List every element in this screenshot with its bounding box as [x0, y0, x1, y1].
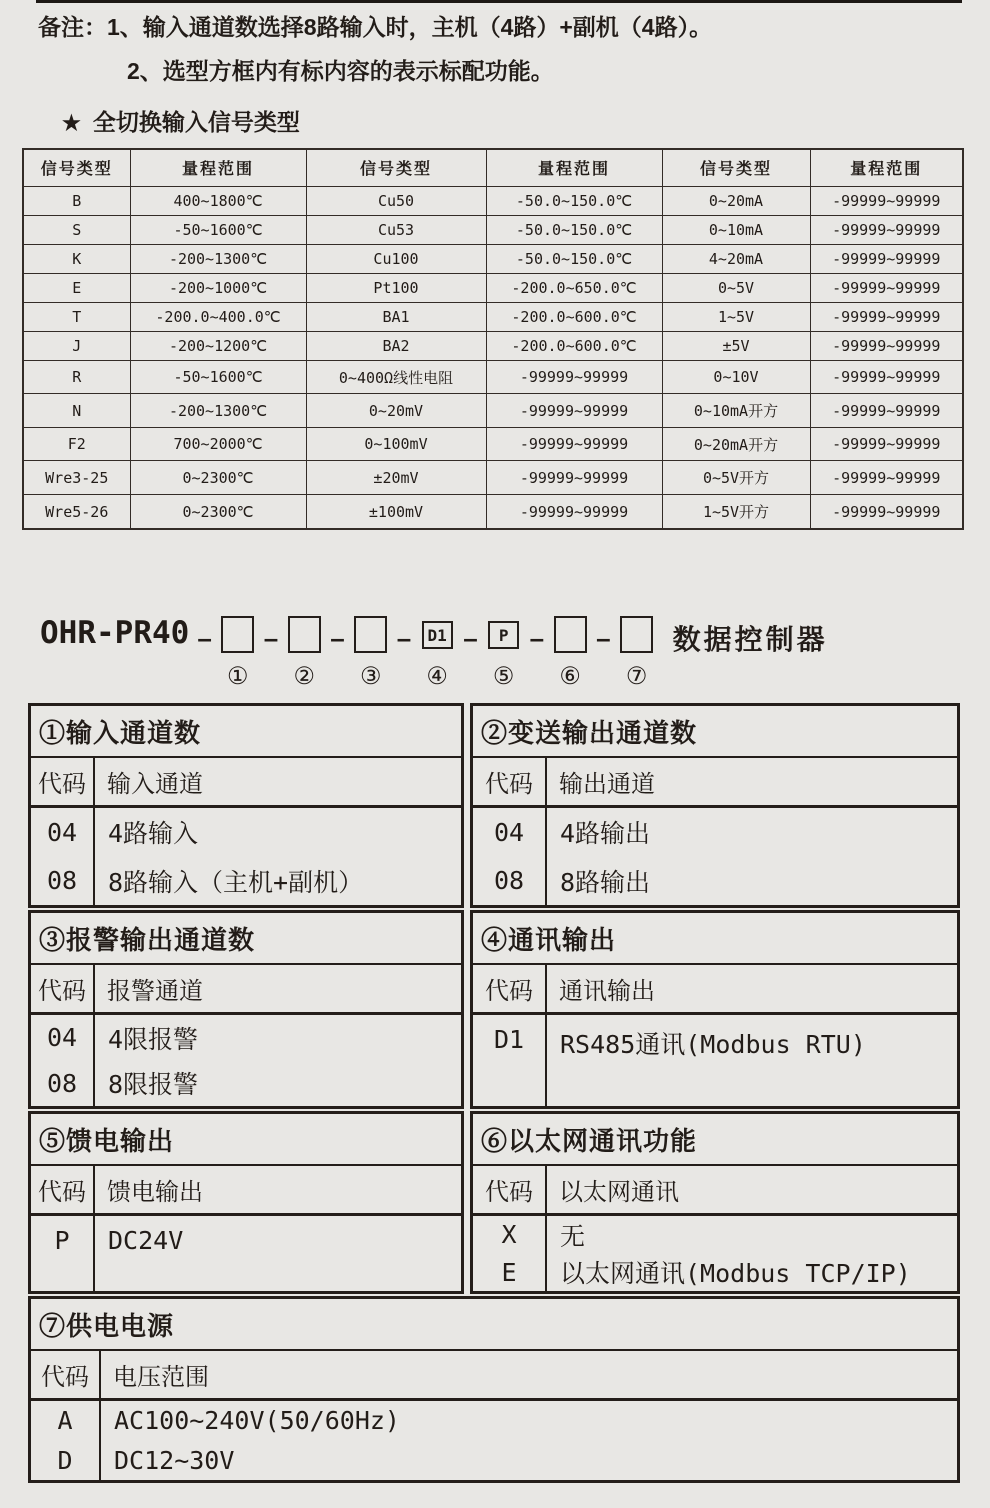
- cell: -200.0~400.0℃: [130, 302, 306, 331]
- cell: -99999~99999: [810, 360, 963, 394]
- selection-table-1-input-channels: [28, 703, 464, 908]
- table-row: [31, 1015, 461, 1061]
- table-row: [473, 1254, 957, 1292]
- model-slot-1: [220, 610, 256, 691]
- circled-digit-6: ⑥: [559, 663, 581, 690]
- model-slot-7: [619, 610, 655, 691]
- signal-section-heading: [62, 104, 300, 137]
- cell: -99999~99999: [810, 427, 963, 461]
- code-cell: 04: [31, 1015, 95, 1061]
- cell: E: [23, 273, 130, 302]
- header-row: [31, 758, 461, 808]
- circled-digit-5: ⑤: [492, 663, 515, 690]
- table-row: [473, 808, 957, 857]
- col-header: 信号类型: [662, 149, 810, 186]
- table-row: [473, 857, 957, 906]
- table-pair-3-4: [28, 910, 960, 1109]
- code-cell: E: [473, 1254, 547, 1292]
- table-pair-5-6: [28, 1111, 960, 1294]
- circled-digit-1: ①: [227, 663, 249, 690]
- header-row: [31, 965, 461, 1015]
- model-box-4: D1: [422, 621, 453, 649]
- cell: -200~1000℃: [130, 273, 306, 302]
- desc-cell: RS485通讯(Modbus RTU): [560, 1030, 866, 1059]
- signal-type-table: [22, 148, 964, 530]
- cell: -50.0~150.0℃: [486, 244, 662, 273]
- cell: -99999~99999: [810, 394, 963, 428]
- selection-table-2-transmit-outputs: [470, 703, 960, 908]
- code-header: 代码: [31, 1166, 95, 1213]
- cell: Cu50: [306, 186, 486, 215]
- cell: ±20mV: [306, 461, 486, 495]
- cell: 700~2000℃: [130, 427, 306, 461]
- code-cell: 04: [473, 808, 547, 857]
- top-divider: [36, 0, 962, 3]
- desc-header: 输出通道: [559, 771, 655, 798]
- cell: -200~1300℃: [130, 394, 306, 428]
- section-title: ③报警输出通道数: [31, 913, 461, 965]
- header-row: [473, 1166, 957, 1216]
- cell: -99999~99999: [486, 427, 662, 461]
- col-header: 量程范围: [486, 149, 662, 186]
- section-title: ⑤馈电输出: [31, 1114, 461, 1166]
- model-slot-5: [486, 610, 522, 691]
- cell: Wre5-26: [23, 495, 130, 529]
- dash: –: [529, 623, 545, 653]
- cell: ±5V: [662, 331, 810, 360]
- desc-cell: 无: [560, 1221, 586, 1251]
- desc-header: 电压范围: [113, 1364, 209, 1391]
- cell: 0~10V: [662, 360, 810, 394]
- header-row: [31, 1351, 957, 1401]
- desc-cell: DC12~30V: [114, 1445, 235, 1475]
- cell: -99999~99999: [810, 273, 963, 302]
- cell: BA2: [306, 331, 486, 360]
- product-name: 数据控制器: [672, 624, 828, 655]
- section-title: ⑦供电电源: [31, 1299, 957, 1351]
- cell: -99999~99999: [486, 360, 662, 394]
- col-header: 量程范围: [810, 149, 963, 186]
- cell: 1~5V开方: [662, 495, 810, 529]
- cell: -99999~99999: [810, 302, 963, 331]
- desc-cell: 4路输出: [560, 819, 651, 849]
- model-slot-6: [552, 610, 588, 691]
- cell: 0~20mA开方: [662, 427, 810, 461]
- code-header: 代码: [31, 1351, 101, 1398]
- remark-text: 2、选型方框内有标内容的表示标配功能。: [127, 58, 554, 84]
- table-body: [31, 1015, 461, 1106]
- code-cell: 04: [31, 808, 95, 857]
- cell: -50~1600℃: [130, 215, 306, 244]
- cell: -200.0~650.0℃: [486, 273, 662, 302]
- cell: 0~100mV: [306, 427, 486, 461]
- table-row-7: [28, 1296, 960, 1483]
- code-cell: D: [31, 1441, 101, 1481]
- table-row: [23, 495, 963, 529]
- cell: -99999~99999: [486, 461, 662, 495]
- table-row: [31, 1061, 461, 1107]
- desc-cell: 4路输入: [108, 819, 199, 849]
- table-body: [31, 1401, 957, 1480]
- remark-line: [127, 56, 712, 86]
- model-slot-3: [353, 610, 389, 691]
- cell: 0~20mA: [662, 186, 810, 215]
- dash: –: [263, 623, 279, 653]
- table-row: [23, 302, 963, 331]
- code-header: 代码: [473, 758, 547, 805]
- cell: -50.0~150.0℃: [486, 186, 662, 215]
- table-pair-1-2: [28, 703, 960, 908]
- model-prefix: OHR-PR40: [40, 615, 190, 651]
- model-slot-4: [419, 610, 455, 691]
- dash: –: [330, 623, 345, 653]
- model-box-6: [554, 616, 587, 653]
- cell: ±100mV: [306, 495, 486, 529]
- cell: 0~400Ω线性电阻: [306, 360, 486, 394]
- table-row: [23, 461, 963, 495]
- remark-text: 1、输入通道数选择8路输入时，主机（4路）+副机（4路）。: [107, 14, 713, 40]
- cell: 1~5V: [662, 302, 810, 331]
- code-cell: X: [473, 1216, 547, 1254]
- selection-table-3-alarm-outputs: [28, 910, 464, 1109]
- table-row: [31, 808, 461, 857]
- dash: –: [396, 623, 412, 653]
- col-header: 信号类型: [306, 149, 486, 186]
- cell: 0~5V开方: [662, 461, 810, 495]
- dash: –: [463, 623, 478, 653]
- cell: -99999~99999: [810, 461, 963, 495]
- code-cell: 08: [31, 1061, 95, 1107]
- cell: B: [23, 186, 130, 215]
- model-box-7: [620, 616, 653, 653]
- cell: T: [23, 302, 130, 331]
- model-box-5: P: [488, 621, 519, 649]
- table-body: [31, 1216, 461, 1291]
- remark-line: [38, 12, 712, 42]
- model-code-diagram: [40, 610, 828, 691]
- cell: J: [23, 331, 130, 360]
- cell: N: [23, 394, 130, 428]
- header-row: [473, 758, 957, 808]
- table-row: [23, 244, 963, 273]
- selection-table-6-ethernet: [470, 1111, 960, 1294]
- selection-table-7-power-supply: [28, 1296, 960, 1483]
- cell: BA1: [306, 302, 486, 331]
- desc-cell: 8路输入（主机+副机）: [108, 867, 364, 897]
- remarks-block: [38, 12, 712, 86]
- cell: -99999~99999: [810, 331, 963, 360]
- dash: –: [596, 623, 611, 653]
- cell: -99999~99999: [810, 495, 963, 529]
- star-icon: ★: [62, 112, 81, 135]
- section-title: ④通讯输出: [473, 913, 957, 965]
- cell: K: [23, 244, 130, 273]
- cell: -99999~99999: [810, 244, 963, 273]
- desc-header: 馈电输出: [107, 1179, 203, 1206]
- table-row: [473, 1216, 957, 1254]
- cell: Cu53: [306, 215, 486, 244]
- table-row: [473, 1015, 957, 1106]
- code-cell: 08: [473, 857, 547, 906]
- header-row: [473, 965, 957, 1015]
- code-cell: A: [31, 1401, 101, 1441]
- cell: 0~5V: [662, 273, 810, 302]
- table-row: [23, 273, 963, 302]
- cell: -99999~99999: [810, 215, 963, 244]
- table-row: [31, 1216, 461, 1291]
- desc-cell: DC24V: [108, 1226, 184, 1255]
- cell: 0~10mA: [662, 215, 810, 244]
- cell: Pt100: [306, 273, 486, 302]
- cell: -200~1200℃: [130, 331, 306, 360]
- cell: -50~1600℃: [130, 360, 306, 394]
- cell: -99999~99999: [486, 394, 662, 428]
- selection-table-4-communication: [470, 910, 960, 1109]
- circled-digit-2: ②: [293, 663, 315, 690]
- cell: 400~1800℃: [130, 186, 306, 215]
- table-row: [23, 186, 963, 215]
- model-box-3: [354, 616, 387, 653]
- circled-digit-3: ③: [359, 663, 382, 690]
- desc-header: 以太网通讯: [559, 1179, 679, 1206]
- table-row: [31, 1401, 957, 1441]
- table-body: [31, 808, 461, 905]
- col-header: 量程范围: [130, 149, 306, 186]
- section-title: ②变送输出通道数: [473, 706, 957, 758]
- cell: -200~1300℃: [130, 244, 306, 273]
- table-row: [31, 1441, 957, 1481]
- col-header: 信号类型: [23, 149, 130, 186]
- code-cell: 08: [31, 857, 95, 906]
- table-row: [23, 427, 963, 461]
- cell: -200.0~600.0℃: [486, 331, 662, 360]
- table-row: [23, 331, 963, 360]
- cell: F2: [23, 427, 130, 461]
- section-title: ⑥以太网通讯功能: [473, 1114, 957, 1166]
- selection-table-5-power-feed: [28, 1111, 464, 1294]
- desc-cell: 4限报警: [108, 1024, 199, 1054]
- desc-cell: 8限报警: [108, 1070, 199, 1100]
- dash: –: [197, 623, 212, 653]
- desc-header: 报警通道: [107, 978, 203, 1005]
- table-row: [23, 215, 963, 244]
- selection-tables: [28, 703, 960, 1485]
- desc-cell: AC100~240V(50/60Hz): [114, 1406, 400, 1436]
- code-header: 代码: [31, 965, 95, 1012]
- cell: Wre3-25: [23, 461, 130, 495]
- cell: 4~20mA: [662, 244, 810, 273]
- cell: Cu100: [306, 244, 486, 273]
- section-title: ①输入通道数: [31, 706, 461, 758]
- signal-section-title: 全切换输入信号类型: [92, 109, 300, 135]
- desc-cell: 8路输出: [560, 867, 651, 897]
- cell: -50.0~150.0℃: [486, 215, 662, 244]
- circled-digit-7: ⑦: [625, 663, 648, 690]
- cell: R: [23, 360, 130, 394]
- desc-header: 通讯输出: [559, 978, 655, 1005]
- table-body: [473, 1015, 957, 1106]
- code-cell: D1: [473, 1015, 547, 1106]
- model-box-2: [288, 616, 321, 653]
- model-box-1: [221, 616, 254, 653]
- cell: S: [23, 215, 130, 244]
- cell: 0~10mA开方: [662, 394, 810, 428]
- signal-header-row: [23, 149, 963, 186]
- cell: -99999~99999: [486, 495, 662, 529]
- desc-cell: 以太网通讯(Modbus TCP/IP): [560, 1259, 911, 1289]
- cell: 0~20mV: [306, 394, 486, 428]
- table-body: [473, 808, 957, 905]
- table-row: [23, 360, 963, 394]
- table-row: [23, 394, 963, 428]
- model-slot-2: [286, 610, 322, 691]
- header-row: [31, 1166, 461, 1216]
- cell: -99999~99999: [810, 186, 963, 215]
- cell: 0~2300℃: [130, 495, 306, 529]
- table-body: [473, 1216, 957, 1291]
- code-header: 代码: [31, 758, 95, 805]
- remarks-label: 备注：: [38, 14, 107, 40]
- circled-digit-4: ④: [426, 663, 448, 690]
- code-header: 代码: [473, 1166, 547, 1213]
- cell: -200.0~600.0℃: [486, 302, 662, 331]
- code-header: 代码: [473, 965, 547, 1012]
- desc-header: 输入通道: [107, 771, 203, 798]
- code-cell: P: [31, 1216, 95, 1291]
- cell: 0~2300℃: [130, 461, 306, 495]
- table-row: [31, 857, 461, 906]
